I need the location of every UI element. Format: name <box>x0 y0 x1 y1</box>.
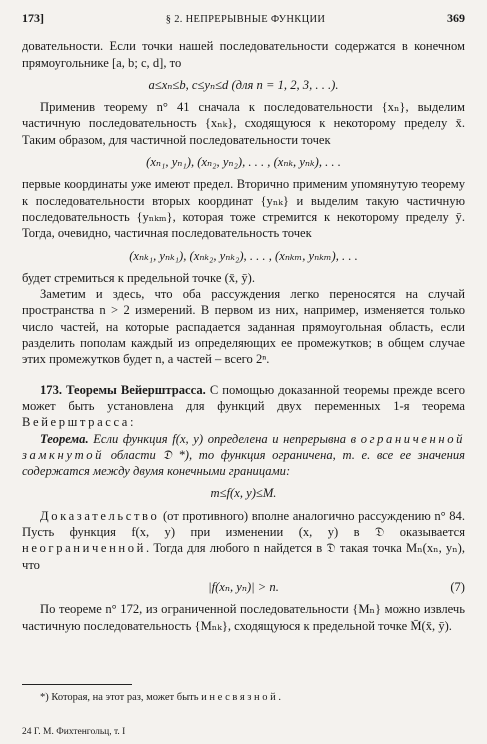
footnote <box>40 690 281 706</box>
footnote-divider <box>22 684 132 685</box>
paragraph-5: Заметим и здесь, что оба рассуждения легко переносятся на случай пространства n > 2 измерений. В первом из них, например, изменяется только число частей, на которые распадается заданная прямоугольная область, если разделить пополам каждый из определяющих ее промежутков; в общем случае этих промежутков будет n, а частей – всего 2ⁿ. <box>22 287 465 367</box>
weierstrass-name: Вейерштрасса <box>22 415 130 430</box>
proof-text-a: (от противного) вполне аналогично рассуждению n° 84. Пусть функция f(x, y) при изменении (x, y) в 𝔇 оказывается <box>22 508 465 540</box>
paragraph-3: первые координаты уже имеют предел. Вторично применим упомянутую теорему к последовательности вторых координат {yₙₖ} и выделим такую частичную последовательность {yₙₖₘ}, которая тоже стремится к некоторому пределу ȳ. Тогда, очевидно, частичная последовательность точек <box>22 177 465 241</box>
paragraph-6: По теореме n° 172, из ограниченной последовательности {Mₙ} можно извлечь частичную последовательность {Mₙₖ}, сходящуюся к предельной точке M̄(x̄, ȳ). <box>22 602 465 633</box>
running-header <box>22 10 465 28</box>
theorem-statement <box>22 431 465 480</box>
proof-paragraph <box>22 508 465 573</box>
page-number: 369 <box>446 11 465 25</box>
formula-subsubsequence: (xₙₖ₁, yₙₖ₁), (xₙₖ₂, yₙₖ₂), . . . , (xₙₖₘ, yₙₖₘ), . . . <box>129 248 358 263</box>
paragraph-4: будет стремиться к предельной точке (x̄, ȳ). <box>22 270 255 285</box>
footnote-text-a: *) Которая, на этот раз, может быть и <box>40 692 210 703</box>
theorem-label: Теорема. <box>40 431 89 446</box>
formula-7-body: |f(xₙ, yₙ)| > n. <box>208 579 279 594</box>
proof-text-b: неограниченной <box>22 541 146 556</box>
footnote-text-b: несвязной <box>209 692 279 703</box>
formula-subsequence: (xₙ₁, yₙ₁), (xₙ₂, yₙ₂), . . . , (xₙₖ, yₙₖ), . . . <box>146 155 341 170</box>
formula-7 <box>22 579 465 595</box>
section-intro: С помощью доказанной теоремы прежде всего может быть установлена для функций двух переменных 1-я теорема <box>22 382 465 413</box>
formula-bounds-f: m≤f(x, y)≤M. <box>210 486 277 501</box>
printer-signature: 24 Г. М. Фихтенгольц, т. I <box>22 727 126 737</box>
formula-bounds: a≤xₙ≤b, c≤yₙ≤d (для n = 1, 2, 3, . . .). <box>148 77 339 92</box>
theorem-text-a: Если функция f(x, y) определена и непрерывна в <box>88 431 361 446</box>
chapter-title: § 2. НЕПРЕРЫВНЫЕ ФУНКЦИИ <box>165 14 326 25</box>
proof-label: Доказательство <box>40 508 160 523</box>
paragraph-1: довательности. Если точки нашей последовательности содержатся в конечном прямоугольнике [a, b; c, d], то <box>22 39 465 70</box>
theorem-text-c: области 𝔇 *), то функция ограничена, т. е. все ее значения содержатся между двумя конечными границами: <box>22 447 465 479</box>
section-173 <box>22 382 465 431</box>
proof-text-c: . Тогда для любого n найдется в 𝔇 такая точка Mₙ(xₙ, yₙ), что <box>22 541 465 572</box>
footnote-text-c: . <box>278 692 281 703</box>
section-heading: 173. Теоремы Вейерштрасса. <box>40 382 206 397</box>
equation-number: (7) <box>450 579 465 594</box>
theorem-text-b: ограниченной замкнутой <box>22 431 465 462</box>
paragraph-2: Применив теорему n° 41 сначала к последовательности {xₙ}, выделим частичную последовательность {xₙₖ}, сходящуюся к некоторому пределу x̄. Таким образом, для частичной последовательности точек <box>22 100 465 147</box>
section-number: 173] <box>22 11 44 25</box>
section-colon: : <box>129 415 134 430</box>
